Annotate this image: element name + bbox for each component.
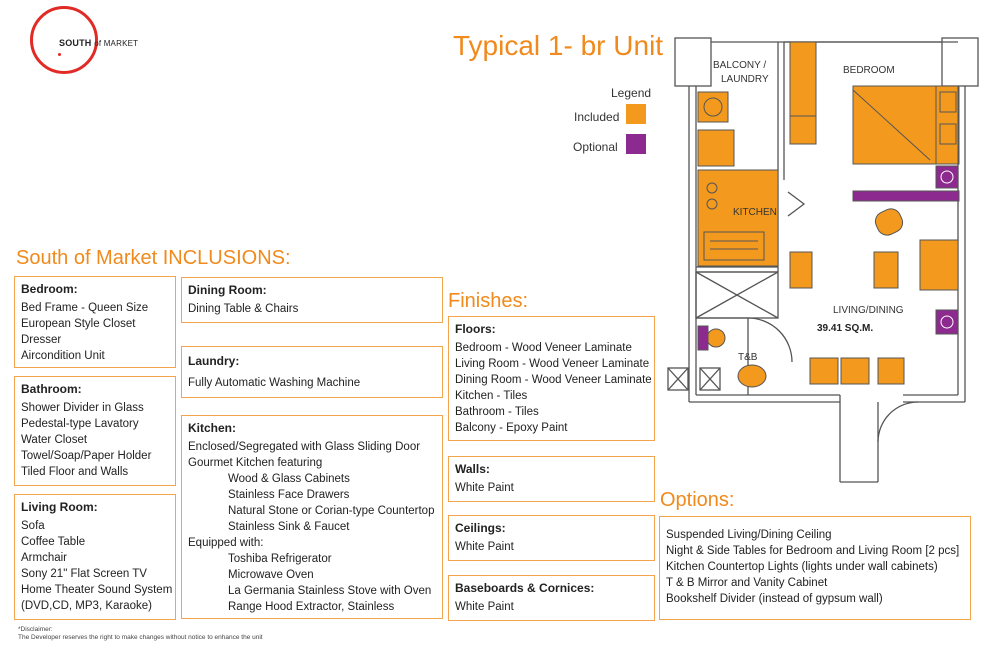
finishes-heading: Finishes: xyxy=(448,290,529,312)
list-item: White Paint xyxy=(455,482,514,494)
disclaimer xyxy=(18,626,263,642)
floors-box xyxy=(448,316,655,441)
legend-included-swatch xyxy=(626,104,646,124)
list-item: Towel/Soap/Paper Holder xyxy=(21,450,152,462)
list-item: Dining Room - Wood Veneer Laminate xyxy=(455,374,652,386)
list-item: Dresser xyxy=(21,334,62,346)
living-room-title: Living Room: xyxy=(21,500,98,514)
dining-room-title: Dining Room: xyxy=(188,283,267,297)
logo-dot xyxy=(58,53,61,56)
laundry-list xyxy=(188,375,436,391)
baseboards-list xyxy=(455,599,648,615)
ceilings-list xyxy=(455,539,648,555)
legend-optional-label: Optional xyxy=(573,140,618,154)
sofa xyxy=(920,240,958,290)
walls-box xyxy=(448,456,655,502)
list-item: Enclosed/Segregated with Glass Sliding Door xyxy=(188,441,421,453)
area-label: 39.41 SQ.M. xyxy=(817,323,874,334)
laundry-title: Laundry: xyxy=(188,354,240,368)
kitchen-title: Kitchen: xyxy=(188,421,236,435)
balcony-label-2: LAUNDRY xyxy=(721,74,769,85)
lavatory xyxy=(738,365,766,387)
logo xyxy=(59,38,138,48)
list-item: Tiled Floor and Walls xyxy=(21,466,129,478)
balcony-label-1: BALCONY / xyxy=(713,60,767,71)
dryer xyxy=(698,130,734,166)
bedroom-title: Bedroom: xyxy=(21,282,78,296)
floors-list xyxy=(455,340,652,436)
bedroom-box xyxy=(14,276,176,368)
disclaimer-heading: *Disclaimer: xyxy=(18,626,53,633)
disclaimer-text: The Developer reserves the right to make changes without notice to enhance the unit xyxy=(18,634,263,641)
kitchen-counter xyxy=(698,170,778,266)
kitchen-box xyxy=(181,415,443,619)
list-item: Coffee Table xyxy=(21,536,86,548)
living-room-box xyxy=(14,494,176,620)
dining-chair-2 xyxy=(841,358,869,384)
options-list xyxy=(666,527,964,607)
logo-brand-rest: of MARKET xyxy=(94,39,139,48)
balcony-right-column xyxy=(942,38,978,86)
bed-headboard xyxy=(936,86,958,164)
list-item: Balcony - Epoxy Paint xyxy=(455,422,568,434)
laundry-box xyxy=(181,346,443,398)
list-item: Kitchen Countertop Lights (lights under wall cabinets) xyxy=(666,561,938,573)
walls-title: Walls: xyxy=(455,462,490,476)
bathroom-box xyxy=(14,376,176,486)
toilet xyxy=(707,329,725,347)
list-item: White Paint xyxy=(455,601,514,613)
list-item: Bathroom - Tiles xyxy=(455,406,539,418)
list-item: Sony 21" Flat Screen TV xyxy=(21,568,147,580)
list-item: Aircondition Unit xyxy=(21,350,105,362)
washer xyxy=(698,92,728,122)
bathroom-title: Bathroom: xyxy=(21,382,82,396)
list-item: Bed Frame - Queen Size xyxy=(21,302,149,314)
list-item: Dining Table & Chairs xyxy=(188,303,299,315)
bookshelf-divider xyxy=(853,191,959,201)
dining-room-box xyxy=(181,277,443,323)
list-item: Kitchen - Tiles xyxy=(455,390,528,402)
list-item: Bedroom - Wood Veneer Laminate xyxy=(455,342,632,354)
list-item: Toshiba Refrigerator xyxy=(228,553,332,565)
list-item: Armchair xyxy=(21,552,68,564)
logo-brand-bold: SOUTH xyxy=(59,38,92,48)
options-heading: Options: xyxy=(660,489,735,511)
side-table-living xyxy=(936,310,958,334)
dining-room-list xyxy=(188,301,436,317)
list-item: Sofa xyxy=(21,520,45,532)
tb-label: T&B xyxy=(738,352,758,363)
ceilings-title: Ceilings: xyxy=(455,521,506,535)
legend-included-label: Included xyxy=(574,110,620,124)
legend-heading: Legend xyxy=(611,86,652,100)
floors-title: Floors: xyxy=(455,322,496,336)
list-item: Bookshelf Divider (instead of gypsum wall) xyxy=(666,593,883,605)
legend-optional-swatch xyxy=(626,134,646,154)
baseboards-box xyxy=(448,575,655,621)
list-item: Water Closet xyxy=(21,434,88,446)
list-item: European Style Closet xyxy=(21,318,136,330)
ceilings-box xyxy=(448,515,655,561)
list-item: Natural Stone or Corian-type Countertop xyxy=(228,505,435,517)
armchair xyxy=(872,206,906,239)
list-item: Fully Automatic Washing Machine xyxy=(188,377,361,389)
living-dining-label: LIVING/DINING xyxy=(833,305,904,316)
list-item: Range Hood Extractor, Stainless xyxy=(228,601,395,613)
dining-chair-1 xyxy=(810,358,838,384)
list-item: Shower Divider in Glass xyxy=(21,402,144,414)
floor-plan xyxy=(660,30,982,500)
bedroom-label: BEDROOM xyxy=(843,65,895,76)
bathroom-list xyxy=(21,400,169,480)
list-item: Home Theater Sound System xyxy=(21,584,173,596)
list-item: T & B Mirror and Vanity Cabinet xyxy=(666,577,828,589)
list-item: Suspended Living/Dining Ceiling xyxy=(666,529,832,541)
baseboards-title: Baseboards & Cornices: xyxy=(455,581,595,595)
closet-1 xyxy=(790,42,816,116)
closet-2 xyxy=(790,116,816,144)
kitchen-label: KITCHEN xyxy=(733,207,777,218)
list-item: Microwave Oven xyxy=(228,569,314,581)
options-box xyxy=(659,516,971,620)
balcony-left-column xyxy=(675,38,711,86)
bedroom-list xyxy=(21,300,169,364)
kitchen-list xyxy=(188,439,436,615)
inclusions-heading: South of Market INCLUSIONS: xyxy=(16,247,291,269)
list-item: (DVD,CD, MP3, Karaoke) xyxy=(21,600,153,612)
list-item: Living Room - Wood Veneer Laminate xyxy=(455,358,650,370)
night-table-bedroom xyxy=(936,166,958,188)
vanity-cabinet xyxy=(698,326,708,350)
walls-list xyxy=(455,480,648,496)
list-item: Pedestal-type Lavatory xyxy=(21,418,139,430)
dining-chair-3 xyxy=(878,358,904,384)
list-item: Gourmet Kitchen featuring xyxy=(188,457,323,469)
list-item: Equipped with: xyxy=(188,537,264,549)
tv xyxy=(790,252,812,288)
coffee-table xyxy=(874,252,898,288)
living-room-list xyxy=(21,518,173,614)
list-item: La Germania Stainless Stove with Oven xyxy=(228,585,432,597)
page-title: Typical 1- br Unit xyxy=(453,30,664,61)
list-item: Stainless Sink & Faucet xyxy=(228,521,350,533)
list-item: White Paint xyxy=(455,541,514,553)
list-item: Stainless Face Drawers xyxy=(228,489,350,501)
list-item: Wood & Glass Cabinets xyxy=(228,473,350,485)
list-item: Night & Side Tables for Bedroom and Living Room [2 pcs] xyxy=(666,545,960,557)
